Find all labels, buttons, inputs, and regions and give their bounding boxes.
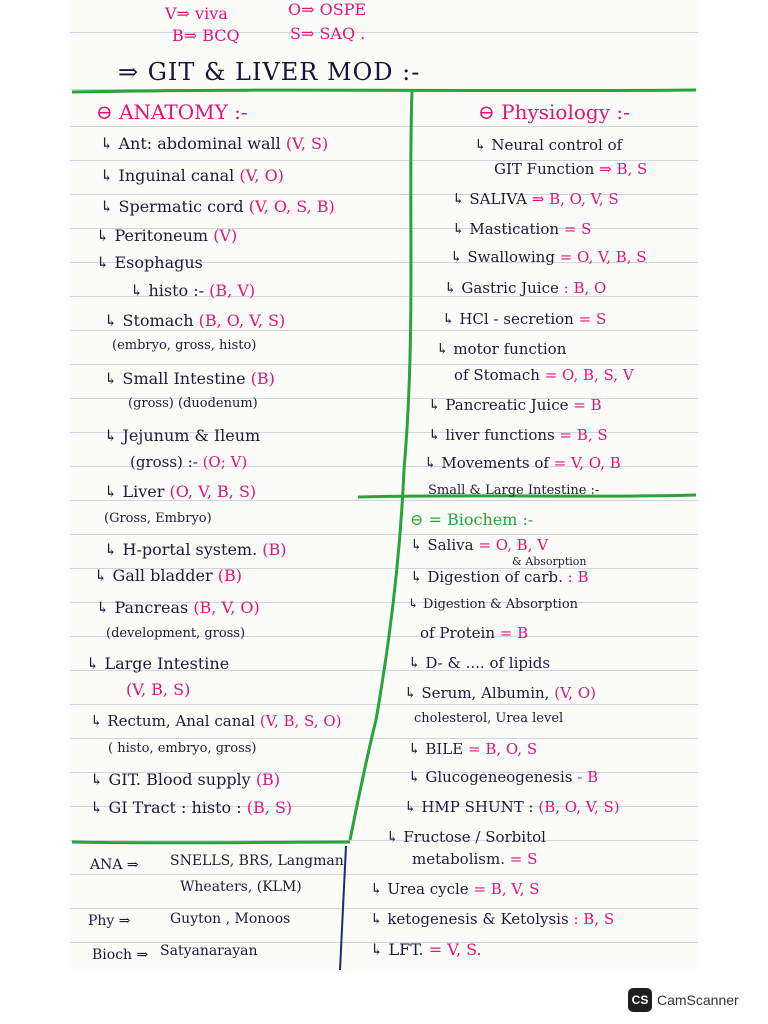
legend-bcq: B⇒ BCQ [172, 26, 240, 45]
ref-ana-books: SNELLS, BRS, Langman [170, 853, 344, 869]
list-item: ↳ H-portal system. (B) [104, 540, 287, 559]
list-item: ↳ Mastication = S [452, 220, 592, 238]
legend-saq: S⇒ SAQ . [290, 24, 366, 43]
list-item: ↳ D- & .... of lipids [408, 654, 551, 672]
page-title: ⇒ GIT & LIVER MOD :- [118, 58, 421, 86]
list-item: ↳ Gastric Juice : B, O [444, 279, 607, 297]
anatomy-heading: ⊖ ANATOMY :- [96, 100, 248, 124]
list-item: ↳ Small Intestine (B) [104, 369, 275, 388]
list-item: ↳ Swallowing = O, V, B, S [450, 248, 647, 266]
list-item: ↳ Esophagus [96, 253, 203, 272]
list-item: ↳ Fructose / Sorbitol [386, 828, 546, 846]
legend-viva: V⇒ viva [165, 4, 228, 23]
list-item: ↳ LFT. = V, S. [370, 940, 482, 959]
camscanner-label: CamScanner [657, 992, 739, 1008]
list-item: ↳ Peritoneum (V) [96, 226, 238, 245]
list-item: Small & Large Intestine :- [428, 483, 600, 498]
ref-ana-books-2: Wheaters, (KLM) [180, 879, 302, 895]
list-item: ↳ Pancreatic Juice = B [428, 396, 602, 414]
list-item: ↳ Serum, Albumin, (V, O) [404, 684, 596, 702]
list-item: metabolism. = S [412, 850, 538, 868]
list-item: of Protein = B [420, 624, 529, 642]
list-item: cholesterol, Urea level [414, 711, 564, 726]
list-item: ↳ Jejunum & Ileum [104, 426, 261, 445]
list-item: ↳ Rectum, Anal canal (V, B, S, O) [90, 712, 342, 730]
ref-bioch-label: Bioch ⇒ [92, 947, 149, 963]
list-item: ↳ Gall bladder (B) [94, 566, 242, 585]
list-item: ↳ Ant: abdominal wall (V, S) [100, 134, 329, 153]
physiology-heading: ⊖ Physiology :- [478, 100, 630, 124]
list-item: (V, B, S) [126, 680, 191, 699]
list-item: ↳ histo :- (B, V) [130, 281, 256, 300]
list-item: ↳ BILE = B, O, S [408, 740, 538, 758]
list-item: & Absorption [512, 555, 587, 568]
list-item: ↳ Saliva = O, B, V [410, 536, 549, 554]
list-item: ↳ GIT. Blood supply (B) [90, 770, 281, 789]
list-item: ↳ Inguinal canal (V, O) [100, 166, 284, 185]
list-item: GIT Function ⇒ B, S [494, 160, 648, 178]
list-item: ↳ Spermatic cord (V, O, S, B) [100, 197, 335, 216]
ref-phy-label: Phy ⇒ [88, 913, 131, 929]
list-item: ↳ HCl - secretion = S [442, 310, 607, 328]
list-item: ↳ ketogenesis & Ketolysis : B, S [370, 910, 615, 928]
list-item: of Stomach = O, B, S, V [454, 366, 634, 384]
list-item: (gross) (duodenum) [128, 396, 258, 411]
list-item: (embryo, gross, histo) [112, 338, 257, 353]
ref-bioch-books: Satyanarayan [160, 943, 258, 959]
list-item: ↳ Movements of = V, O, B [424, 454, 621, 472]
list-item: ↳ HMP SHUNT : (B, O, V, S) [404, 798, 620, 816]
list-item: ( histo, embryo, gross) [108, 741, 257, 756]
list-item: ↳ Neural control of [474, 136, 623, 154]
list-item: ↳ Urea cycle = B, V, S [370, 880, 540, 898]
ref-phy-books: Guyton , Monoos [170, 911, 291, 927]
biochem-heading: ⊖ = Biochem :- [410, 510, 534, 529]
legend-ospe: O⇒ OSPE [288, 0, 367, 19]
ref-ana-label: ANA ⇒ [90, 857, 139, 873]
list-item: ↳ Stomach (B, O, V, S) [104, 311, 286, 330]
list-item: ↳ GI Tract : histo : (B, S) [90, 798, 293, 817]
list-item: ↳ Liver (O, V, B, S) [104, 482, 257, 501]
list-item: ↳ Glucogeneogenesis - B [408, 768, 599, 786]
list-item: (development, gross) [106, 626, 246, 641]
list-item: ↳ Digestion & Absorption [408, 597, 579, 612]
list-item: ↳ liver functions = B, S [428, 426, 608, 444]
list-item: (Gross, Embryo) [104, 511, 212, 526]
list-item: ↳ motor function [436, 340, 567, 358]
list-item: (gross) :- (O; V) [130, 453, 248, 471]
list-item: ↳ SALIVA ⇒ B, O, V, S [452, 190, 619, 208]
list-item: ↳ Pancreas (B, V, O) [96, 598, 260, 617]
list-item: ↳ Large Intestine [86, 654, 230, 673]
camscanner-logo: CS [628, 988, 652, 1012]
list-item: ↳ Digestion of carb. : B [410, 568, 589, 586]
